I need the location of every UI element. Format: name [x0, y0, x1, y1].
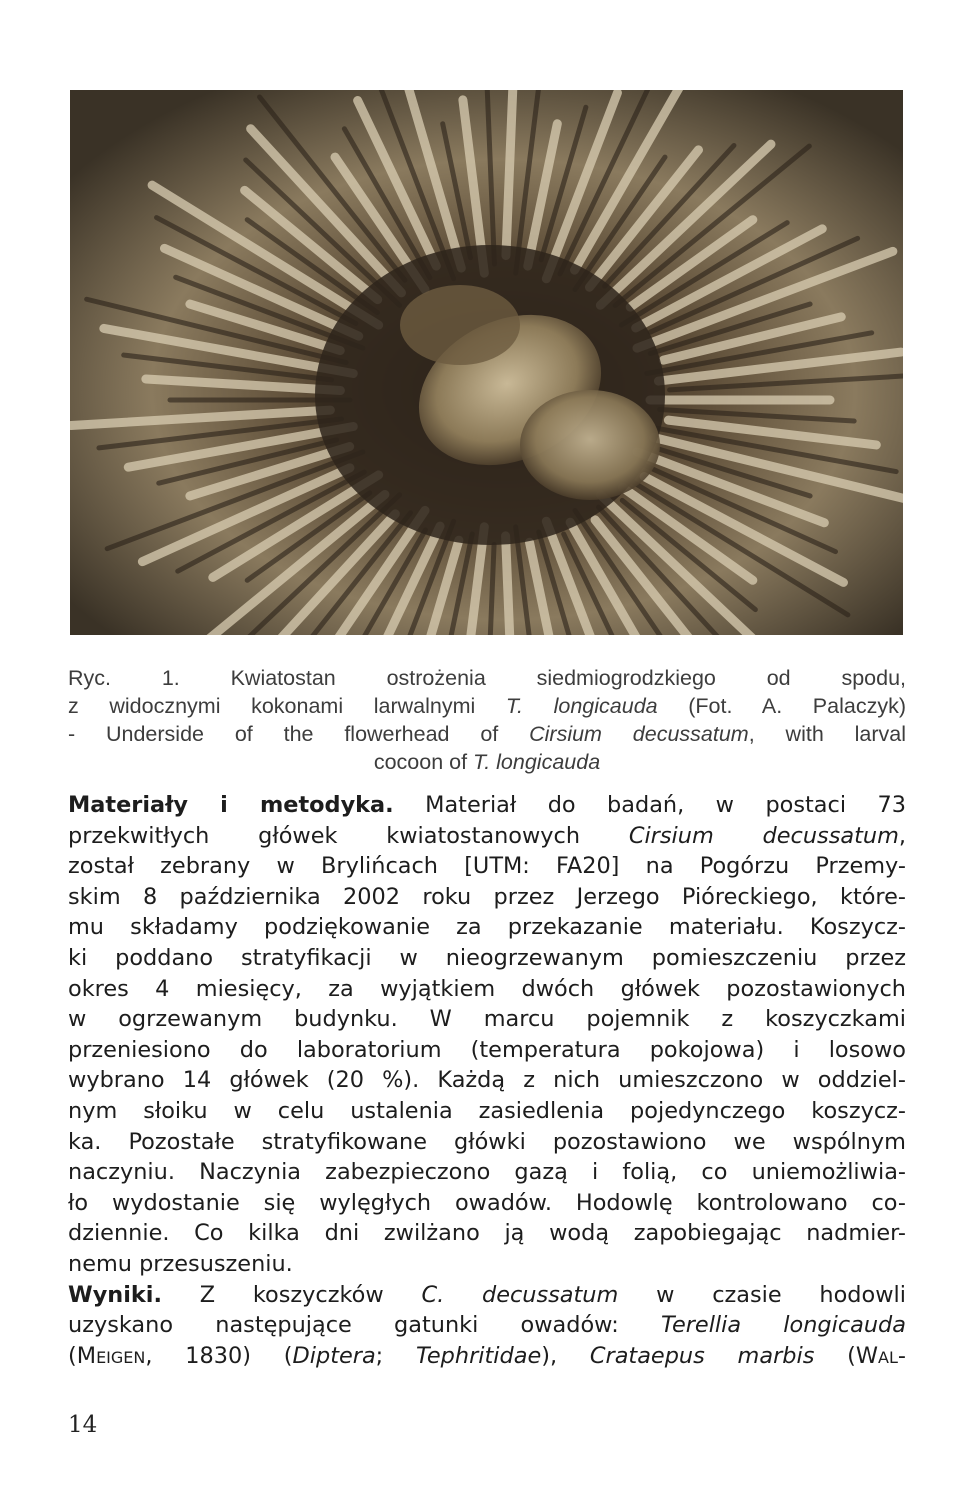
text-line: przeniesiono do laboratorium (temperatura pokojowa) i losowo: [68, 1036, 906, 1063]
text-line: wybrano 14 główek (20 %). Każdą z nich umieszczono w oddziel-: [68, 1067, 906, 1094]
text-line: (Meigen, 1830) (Diptera; Tephritidae), Crataepus marbis (Wal-: [68, 1342, 906, 1369]
body-text: [68, 790, 906, 1371]
text-line: uzyskano następujące gatunki owadów: Terellia longicauda: [68, 1312, 906, 1339]
text-line: został zebrany w Brylińcach [UTM: FA20] na Pogórzu Przemy-: [68, 853, 906, 880]
caption-line-3: - Underside of the flowerhead of Cirsium decussatum, with larval: [68, 722, 906, 746]
section-heading-results: Wyniki.: [68, 1281, 162, 1308]
text-line: nemu przesuszeniu.: [68, 1250, 293, 1277]
page-number: 14: [68, 1412, 98, 1438]
text-line: mu składamy podziękowanie za przekazanie materiału. Koszycz-: [68, 914, 906, 941]
caption-line-4: cocoon of T. longicauda: [373, 750, 601, 774]
text-line: nym słoiku w celu ustalenia zasiedlenia pojedynczego koszycz-: [68, 1097, 906, 1124]
text-line: ki poddano stratyfikacji w nieogrzewanym pomieszczeniu przez: [68, 944, 906, 971]
text-line: ło wydostanie się wylęgłych owadów. Hodowlę kontrolowano co-: [68, 1189, 906, 1216]
caption-line-1: Ryc. 1. Kwiatostan ostrożenia siedmiogrodzkiego od spodu,: [68, 666, 906, 690]
section-heading-methods: Materiały i metodyka.: [68, 792, 394, 818]
text-line: przekwitłych główek kwiatostanowych Cirsium decussatum,: [68, 822, 907, 849]
text-line: dziennie. Co kilka dni zwilżano ją wodą zapobiegając nadmier-: [68, 1220, 906, 1247]
text-line: naczyniu. Naczynia zabezpieczono gazą i folią, co uniemożliwia-: [68, 1159, 906, 1186]
text-line: Materiały i metodyka. Materiał do badań, w postaci 73: [68, 792, 906, 818]
figure-photo: [70, 90, 903, 635]
text-line: Wyniki. Z koszyczków C. decussatum w czasie hodowli: [68, 1281, 906, 1308]
caption-line-2: z widocznymi kokonami larwalnymi T. longicauda (Fot. A. Palaczyk): [68, 694, 906, 718]
thistle-flowerhead-underside-photo: [70, 90, 903, 635]
text-line: skim 8 października 2002 roku przez Jerzego Pióreckiego, które-: [68, 883, 906, 910]
text-line: okres 4 miesięcy, za wyjątkiem dwóch główek pozostawionych: [68, 975, 906, 1002]
figure-caption: [68, 664, 906, 776]
text-line: w ogrzewanym budynku. W marcu pojemnik z koszyczkami: [68, 1006, 906, 1033]
text-line: ka. Pozostałe stratyfikowane główki pozostawiono we wspólnym: [68, 1128, 906, 1155]
